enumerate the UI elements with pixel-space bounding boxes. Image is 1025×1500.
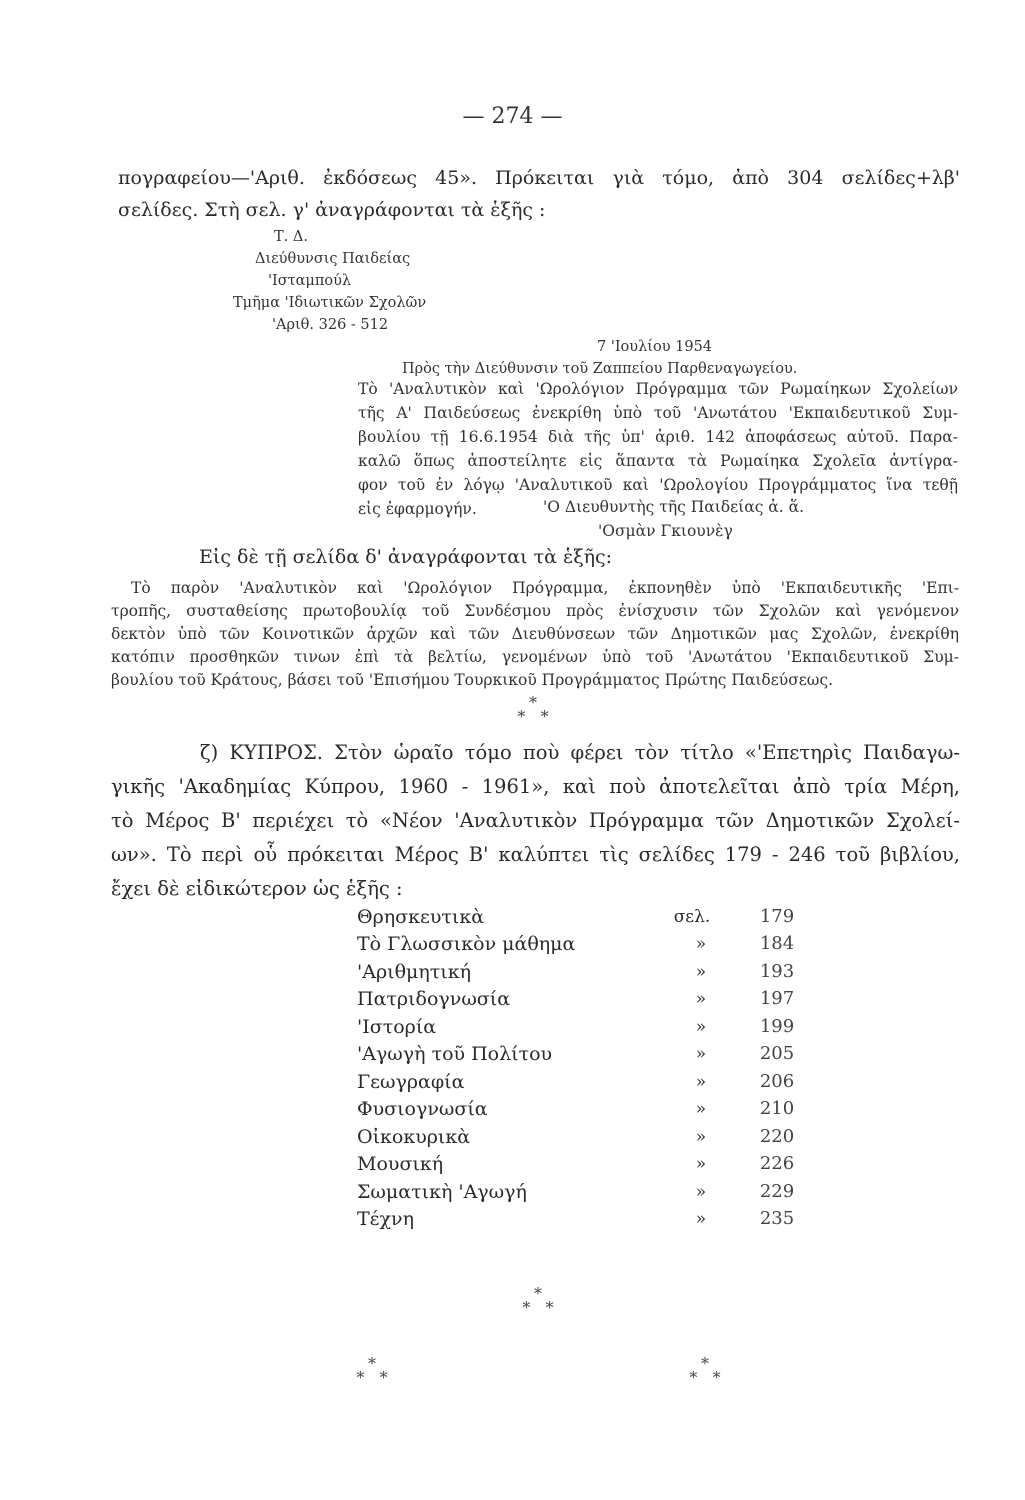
toc-label: Τέχνη [357, 1208, 414, 1230]
toc-label: Φυσιογνωσία [357, 1098, 488, 1120]
toc-page: 197 [759, 988, 795, 1009]
header-line: 'Ισταμπούλ [268, 273, 352, 289]
toc-ditto: » [695, 962, 707, 982]
asterisk: * [356, 1368, 365, 1387]
asterisk: * [701, 1354, 709, 1373]
toc-label: Θρησκευτικὰ [357, 906, 485, 928]
asterisk: * [368, 1354, 376, 1373]
toc-ditto: » [695, 934, 707, 954]
toc-page: 179 [759, 906, 795, 927]
asterisk: * [712, 1368, 721, 1387]
toc-ditto: » [695, 1127, 707, 1147]
asterisk-pair [508, 1298, 568, 1317]
body-line: δεκτὸν ὑπὸ τῶν Κοινοτικῶν ἀρχῶν καὶ τῶν Διευθύνσεων τῶν Δημοτικῶν μας Σχολῶν, ἐνεκρίθη [111, 625, 959, 643]
asterisk: * [379, 1368, 388, 1387]
toc-page: 235 [759, 1208, 795, 1229]
letter-line: Τὸ 'Αναλυτικὸν καὶ 'Ωρολόγιον Πρόγραμμα τῶν Ρωμαίηκων Σχολείων [358, 380, 958, 398]
cyprus-line: ἔχει δὲ εἰδικώτερον ὡς ἑξῆς : [111, 877, 403, 900]
toc-label: Μουσική [357, 1153, 444, 1175]
body-line: τροπῆς, συσταθείσης πρωτοβουλίᾳ τοῦ Συνδέσμου πρὸς ἐνίσχυσιν τῶν Σχολῶν καὶ γενόμενον [111, 602, 959, 620]
letter-line: βουλίου τῇ 16.6.1954 διὰ τῆς ὑπ' ἀριθ. 142 ἀποφάσεως αὐτοῦ. Παρα- [358, 428, 958, 446]
intro-line-2: σελίδες. Στὴ σελ. γ' ἀναγράφονται τὰ ἑξῆς : [118, 199, 546, 221]
header-line: Τμῆμα 'Ιδιωτικῶν Σχολῶν [233, 295, 427, 311]
toc-ditto: » [695, 1072, 707, 1092]
asterisk-pair [675, 1368, 735, 1387]
page-number: — 274 — [462, 104, 563, 129]
header-line: Διεύθυνσις Παιδείας [255, 251, 411, 267]
asterisk: * [522, 1298, 531, 1317]
toc-ditto: » [695, 1044, 707, 1064]
toc-page: 206 [759, 1071, 795, 1092]
letter-line: εἰς ἐφαρμογήν. [358, 500, 477, 518]
toc-label: Τὸ Γλωσσικὸν μάθημα [357, 933, 576, 955]
toc-page: 220 [759, 1126, 795, 1147]
cyprus-line: ων». Τὸ περὶ οὗ πρόκειται Μέρος Β' καλύπτει τὶς σελίδες 179 - 246 τοῦ βιβλίου, [111, 843, 960, 866]
toc-label: Οἰκοκυρικὰ [357, 1126, 471, 1148]
signature-name: 'Οσμὰν Γκιουνὲγ [598, 522, 733, 540]
toc-ditto: σελ. [673, 907, 711, 927]
toc-page: 226 [759, 1153, 795, 1174]
header-line: 'Αριθ. 326 - 512 [272, 317, 389, 333]
asterisk: * [534, 1284, 542, 1303]
asterisk: * [540, 707, 549, 726]
asterisk: * [545, 1298, 554, 1317]
asterisk: * [529, 693, 537, 712]
asterisk: * [517, 707, 526, 726]
signature-title: 'Ο Διευθυντὴς τῆς Παιδείας ἁ. ἅ. [543, 498, 805, 516]
toc-ditto: » [695, 1154, 707, 1174]
cyprus-line: γικῆς 'Ακαδημίας Κύπρου, 1960 - 1961», καὶ ποὺ ἀποτελεῖται ἀπὸ τρία Μέρη, [111, 775, 960, 798]
toc-page: 210 [759, 1098, 795, 1119]
header-line: Τ. Δ. [274, 229, 308, 245]
toc-label: 'Αγωγὴ τοῦ Πολίτου [357, 1043, 553, 1065]
toc-label: Γεωγραφία [357, 1071, 465, 1093]
asterisk: * [689, 1368, 698, 1387]
letter-date: 7 'Ιουλίου 1954 [597, 339, 713, 355]
cyprus-line: τὸ Μέρος Β' περιέχει τὸ «Νέον 'Αναλυτικὸν Πρόγραμμα τῶν Δημοτικῶν Σχολεί- [111, 809, 960, 832]
body-line: βουλίου τοῦ Κράτους, βάσει τοῦ 'Επισήμου Τουρκικοῦ Προγράμματος Πρώτης Παιδεύσεως. [111, 671, 834, 689]
toc-ditto: » [695, 989, 707, 1009]
intro-line-1: πογραφείου—'Αριθ. ἐκδόσεως 45». Πρόκειται γιὰ τόμο, ἀπὸ 304 σελίδες+λβ' [118, 167, 960, 189]
toc-label: 'Ιστορία [357, 1016, 437, 1038]
toc-label: 'Αριθμητική [357, 961, 471, 983]
asterisk-pair [342, 1368, 402, 1387]
body-line: Τὸ παρὸν 'Αναλυτικὸν καὶ 'Ωρολόγιον Πρόγραμμα, ἐκπονηθὲν ὑπὸ 'Εκπαιδευτικῆς 'Επι- [131, 579, 959, 597]
cyprus-line: ζ) ΚΥΠΡΟΣ. Στὸν ὡραῖο τόμο ποὺ φέρει τὸν τίτλο «'Επετηρὶς Παιδαγω- [200, 741, 960, 764]
toc-ditto: » [695, 1182, 707, 1202]
toc-page: 205 [759, 1043, 795, 1064]
toc-page: 229 [759, 1181, 795, 1202]
toc-ditto: » [695, 1017, 707, 1037]
asterisk-pair [503, 707, 563, 726]
letter-line: τῆς Α' Παιδεύσεως ἐνεκρίθη ὑπὸ τοῦ 'Ανωτάτου 'Εκπαιδευτικοῦ Συμ- [358, 404, 958, 422]
toc-ditto: » [695, 1099, 707, 1119]
toc-page: 199 [759, 1016, 795, 1037]
toc-ditto: » [695, 1209, 707, 1229]
toc-label: Σωματικὴ 'Αγωγή [357, 1181, 527, 1203]
toc-page: 193 [759, 961, 795, 982]
letter-recipient: Πρὸς τὴν Διεύθυνσιν τοῦ Ζαππείου Παρθεναγωγείου. [402, 361, 798, 377]
toc-page: 184 [759, 933, 795, 954]
letter-line: φον τοῦ ἐν λόγῳ 'Αναλυτικοῦ καὶ 'Ωρολογίου Προγράμματος ἵνα τεθῇ [358, 476, 958, 494]
body-line: κατόπιν προσθηκῶν τινων ἐπὶ τὰ βελτίω, γενομένων ὑπὸ τοῦ 'Ανωτάτου 'Εκπαιδευτικοῦ Συμ- [111, 648, 959, 666]
page-d-intro: Εἰς δὲ τῇ σελίδα δ' ἀναγράφονται τὰ ἑξῆς: [199, 546, 613, 568]
letter-line: καλῶ ὅπως ἀποστείλητε εἰς ἅπαντα τὰ Ρωμαίηκα Σχολεῖα ἀντίγρα- [358, 452, 958, 470]
toc-label: Πατριδογνωσία [357, 988, 511, 1010]
